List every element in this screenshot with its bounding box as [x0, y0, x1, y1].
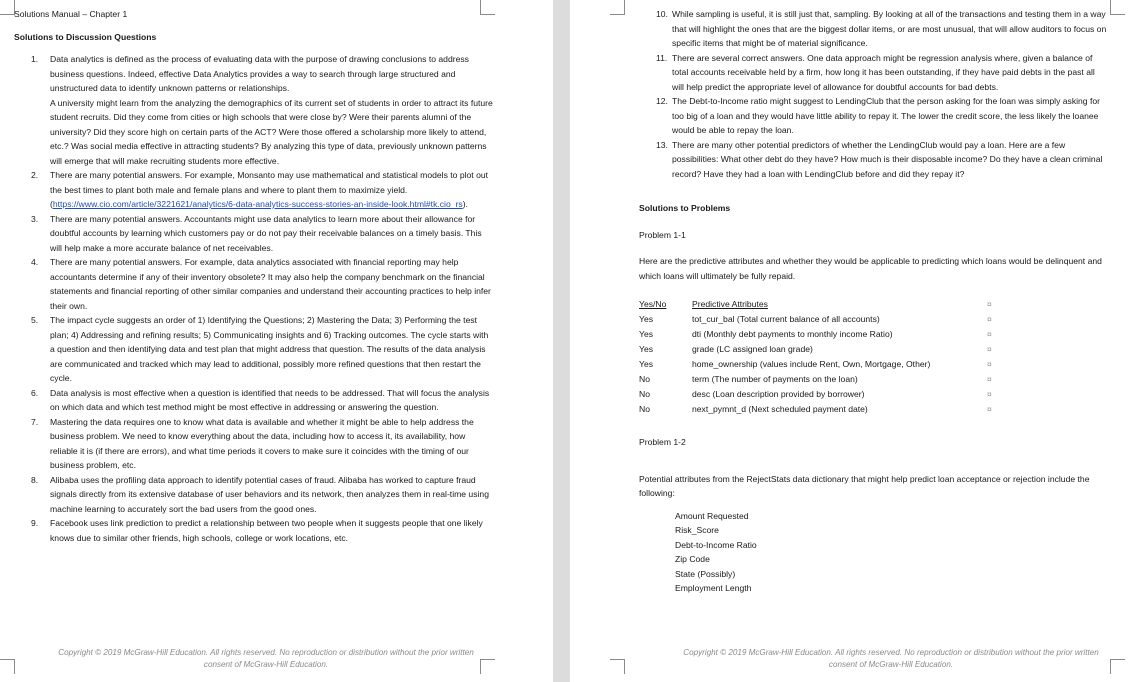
table-cell-attribute: next_pymnt_d (Next scheduled payment date) — [692, 404, 868, 415]
list-item[interactable] — [14, 313, 494, 386]
item-text: A university might learn from the analyzing the demographics of its current set of students in order to attract its future student recruits. Did they come from cities or high schools that were close by? Were their parents alumni of the university? Did they score high on certain parts of the ACT? Were those offered a scholarship more likely to attend, etc.? Was social media effective in attracting students? By analyzing this type of data, previously unknown patterns will emerge that will make recruiting students more effective. — [50, 97, 493, 166]
item-text: There are many other potential predictors of whether the LendingClub would pay a loan. Here are a few possibilities: What other debt do they have? How much is their disposable income? Do they have a clean criminal record? Have they had a loan with LendingClub before and did they repay it? — [672, 139, 1103, 179]
table-cell-attribute: desc (Loan description provided by borrower) — [692, 389, 865, 400]
table-cell-attribute: grade (LC assigned loan grade) — [692, 344, 813, 355]
problem-1-1-title[interactable]: Problem 1-1 — [639, 229, 686, 240]
table-cell-yes-no: No — [639, 404, 650, 415]
link-suffix: ). — [462, 199, 468, 209]
cell-end-mark: ¤ — [987, 344, 992, 355]
table-row[interactable] — [639, 372, 1109, 387]
crop-mark — [0, 659, 15, 674]
list-item[interactable]: Risk_Score — [675, 525, 719, 535]
item-text: The impact cycle suggests an order of 1) Identifying the Questions; 2) Mastering the Data; 3) Performing the test plan; 4) Addressing and refining results; 5) Communicating insights and 6) Tracking outcomes. The cycle starts with a question and then identifying data and test plan that might address that question. The results of the data analysis are communicated and tracked which may lead to additional, possibly more refined questions that then restart the cycle. — [50, 315, 489, 383]
copyright-footer: Copyright © 2019 McGraw-Hill Education. All rights reserved. No reproduction or distribution without the prior written consent of McGraw-Hill Education. — [683, 648, 1099, 669]
item-text: Alibaba uses the profiling data approach to identify potential cases of fraud. Alibaba has worked to capture fraud signals directly from its extensive database of user behaviors and its network, then analyzes them in real-time using machine learning to accurately sort the bad users from the good ones. — [50, 474, 489, 514]
cell-end-mark: ¤ — [987, 389, 992, 400]
item-number: 4. — [31, 257, 39, 267]
cio-article-link[interactable]: https://www.cio.com/article/3221621/analytics/6-data-analytics-success-stories-an-inside-look.html#tk.cio_rs — [52, 199, 463, 209]
table-cell-attribute: dti (Monthly debt payments to monthly income Ratio) — [692, 329, 893, 340]
page-gap — [553, 0, 570, 682]
table-row[interactable] — [639, 387, 1109, 402]
table-row[interactable] — [639, 402, 1109, 417]
right-page-body — [639, 7, 1109, 596]
list-item[interactable] — [14, 52, 494, 168]
list-item[interactable] — [639, 94, 1109, 138]
table-cell-attribute: tot_cur_bal (Total current balance of all accounts) — [692, 314, 880, 325]
table-cell-yes-no: No — [639, 374, 650, 385]
predictive-attributes-table — [639, 297, 1109, 417]
copyright-footer: Copyright © 2019 McGraw-Hill Education. All rights reserved. No reproduction or distribution without the prior written consent of McGraw-Hill Education. — [58, 648, 474, 669]
table-header-row — [639, 297, 1109, 312]
list-item[interactable] — [14, 473, 494, 517]
cell-end-mark: ¤ — [987, 314, 992, 325]
crop-mark — [1110, 659, 1125, 674]
table-cell-yes-no: Yes — [639, 359, 654, 370]
problem-1-2-intro[interactable]: Potential attributes from the RejectStats data dictionary that might help predict loan acceptance or rejection include the following: — [639, 473, 1090, 498]
item-text: There are many potential answers. Accountants might use data analytics to learn more about their allowance for doubtful accounts by learning which customers pay or do not pay their receivable balances on a timely basis. This will help make a more accurate balance of net receivables. — [50, 213, 482, 253]
item-text: There are many potential answers. For example, data analytics associated with financial reporting may help accountants determine if any of their inventory obsolete? It may also help the company benchmark on the financial statements and financial reporting of other similar companies and understand their accounting practices to help infer their own. — [50, 257, 491, 311]
table-cell-attribute: home_ownership (values include Rent, Own, Mortgage, Other) — [692, 359, 931, 370]
list-item[interactable] — [639, 51, 1109, 95]
item-text: Data analysis is most effective when a question is identified that needs to be addressed. That will focus the analysis on which data and which test method might be most effective in addressing or answering the question. — [50, 387, 490, 412]
table-cell-yes-no: Yes — [639, 314, 654, 325]
item-text: Facebook uses link prediction to predict a relationship between two people when it suggests people that one likely knows due to similar other friends, high schools, college or work locations, etc. — [50, 518, 483, 543]
cell-end-mark: ¤ — [987, 359, 992, 370]
table-cell-yes-no: No — [639, 389, 650, 400]
document-page-left — [0, 0, 553, 682]
left-page-body — [14, 7, 494, 545]
item-number: 12. — [656, 96, 668, 106]
column-header-yes-no: Yes/No — [639, 299, 667, 310]
crop-mark — [610, 0, 625, 15]
list-item[interactable] — [14, 212, 494, 256]
section-heading-discussion[interactable]: Solutions to Discussion Questions — [14, 31, 157, 42]
list-item[interactable]: State (Possibly) — [675, 568, 736, 579]
document-title[interactable]: Solutions Manual – Chapter 1 — [14, 9, 128, 19]
link-prefix: ( — [50, 199, 53, 209]
item-number: 8. — [31, 474, 39, 485]
crop-mark — [0, 0, 15, 15]
item-text: While sampling is useful, it is still just that, sampling. By looking at all of the transactions and testing them in a way that will highlight the ones that are the biggest dollar items, or are most unusual, that will allow auditors to focus on specific items that might be of material significance. — [672, 9, 1107, 48]
crop-mark — [1110, 0, 1125, 15]
list-item[interactable] — [14, 386, 494, 415]
problem-1-2-title[interactable]: Problem 1-2 — [639, 437, 686, 447]
blank-line — [639, 417, 1109, 435]
list-item[interactable] — [14, 516, 494, 545]
item-text: There are many potential answers. For example, Monsanto may use mathematical and statistical models to plot out the best times to plant both male and female plans and where to plant them to maximize yield. — [50, 170, 489, 195]
item-text: Data analytics is defined as the process of evaluating data with the purpose of drawing conclusions to address business questions. Indeed, effective Data Analytics provides a way to search through large structured and unstructured data to identify unknown patterns or relationships. — [50, 54, 469, 93]
item-number: 9. — [31, 518, 39, 528]
list-item[interactable] — [14, 255, 494, 313]
blank-line — [639, 181, 1109, 201]
list-item[interactable]: Employment Length — [675, 583, 752, 593]
list-item[interactable]: Debt-to-Income Ratio — [675, 539, 757, 550]
item-number: 3. — [31, 213, 39, 224]
cell-end-mark: ¤ — [987, 299, 992, 310]
list-item[interactable]: Zip Code — [675, 554, 710, 564]
cell-end-mark: ¤ — [987, 374, 992, 385]
item-number: 6. — [31, 387, 39, 398]
item-number: 10. — [656, 9, 668, 19]
table-cell-yes-no: Yes — [639, 329, 654, 340]
discussion-answers-list-continued — [639, 7, 1109, 181]
cell-end-mark: ¤ — [987, 404, 992, 415]
list-item[interactable]: Amount Requested — [675, 510, 749, 521]
item-number: 5. — [31, 315, 39, 325]
problem-1-1-intro[interactable]: Here are the predictive attributes and whether they would be applicable to predicting which loans would be delinquent and which loans will ultimately be fully repaid. — [639, 256, 1102, 281]
item-text: The Debt-to-Income ratio might suggest to LendingClub that the person asking for the loan was simply asking for too big of a loan and they would have little ability to repay it. The lower the credit score, the less likely the loanee would be able to repay the loan. — [672, 96, 1101, 135]
reject-attributes-list — [675, 509, 1109, 596]
item-text: Mastering the data requires one to know what data is available and whether it might be able to help address the business problem. We need to know everything about the data, including how to access it, its availability, how reliable it is (if there are errors), and what time periods it covers to make sure it coincides with the timing of our business problem, etc. — [50, 416, 474, 470]
crop-mark — [610, 659, 625, 674]
crop-mark — [480, 659, 495, 674]
discussion-answers-list — [14, 52, 494, 545]
column-header-attributes: Predictive Attributes — [692, 299, 768, 310]
list-item[interactable] — [14, 415, 494, 473]
section-heading-problems[interactable]: Solutions to Problems — [639, 203, 731, 213]
table-cell-attribute: term (The number of payments on the loan) — [692, 374, 858, 385]
table-row[interactable] — [639, 327, 1109, 342]
item-text: There are several correct answers. One data approach might be regression analysis where, given a balance of total accounts receivable held by a firm, how long it has been outstanding, if they have paid debts in the past all will help predict the appropriate level of allowance for doubtful accounts for bad debts. — [672, 52, 1095, 92]
list-item[interactable] — [639, 7, 1109, 51]
table-row[interactable] — [639, 342, 1109, 357]
item-number: 2. — [31, 170, 39, 180]
item-number: 11. — [656, 52, 668, 63]
item-number: 1. — [31, 54, 39, 64]
table-row[interactable] — [639, 357, 1109, 372]
list-item[interactable] — [639, 138, 1109, 182]
item-number: 7. — [31, 416, 39, 427]
table-cell-yes-no: Yes — [639, 344, 654, 355]
table-row[interactable] — [639, 312, 1109, 327]
list-item[interactable] — [14, 168, 494, 212]
cell-end-mark: ¤ — [987, 329, 992, 340]
document-page-right — [570, 0, 1129, 682]
item-number: 13. — [656, 139, 668, 150]
